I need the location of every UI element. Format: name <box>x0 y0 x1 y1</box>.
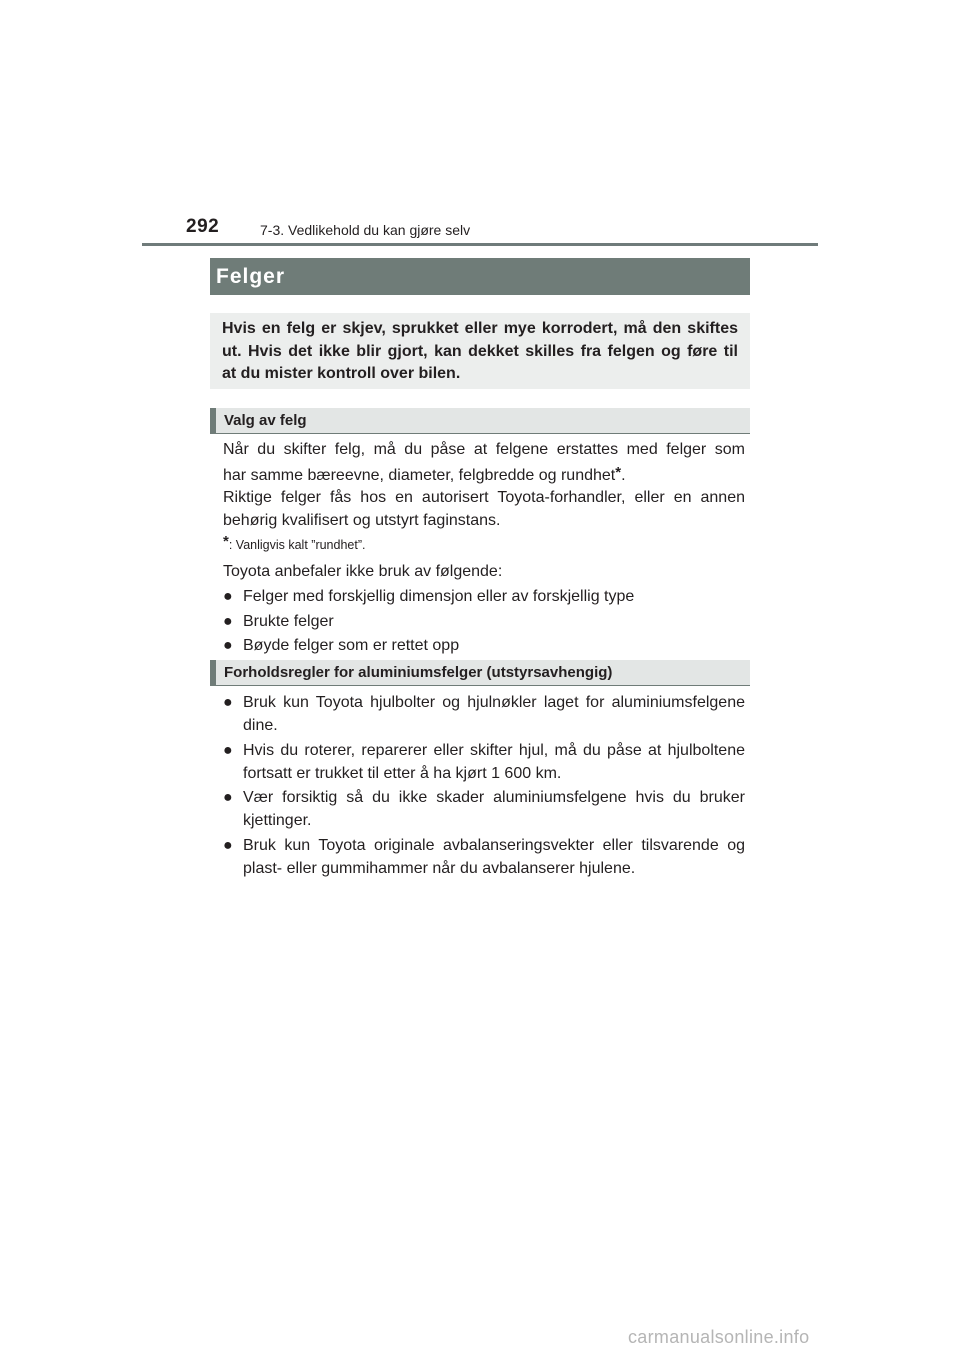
page-title: Felger <box>216 264 286 288</box>
section-label: 7-3. Vedlikehold du kan gjøre selv <box>260 222 471 238</box>
paragraph-text: har samme bæreevne, diameter, felgbredde og rundhet <box>223 466 616 484</box>
list-item <box>223 786 745 832</box>
bullet-icon: ● <box>223 612 233 630</box>
bullet-icon: ● <box>223 836 233 854</box>
list-item <box>223 739 745 785</box>
bullet-list-aluminiumsfelger <box>223 691 745 881</box>
section-valg-av-felg <box>223 439 745 657</box>
title-bar <box>210 258 750 295</box>
list-item-text: Bøyde felger som er rettet opp <box>243 637 460 654</box>
bullet-icon: ● <box>223 637 233 654</box>
paragraph: Riktige felger fås hos en autorisert Toyota-forhandler, eller en annen behørig kvalifisert og utstyrt faginstans. <box>223 489 745 529</box>
list-item-text: Felger med forskjellig dimensjon eller av forskjellig type <box>243 588 635 605</box>
header-rule <box>142 243 818 246</box>
footnote <box>223 533 745 554</box>
subheading-text: Forholdsregler for aluminiumsfelger (utstyrsavhengig) <box>224 664 613 681</box>
list-item <box>223 585 745 608</box>
bullet-icon: ● <box>223 789 233 806</box>
list-item <box>223 634 745 657</box>
list-item <box>223 691 745 737</box>
footnote-marker: * <box>615 463 622 481</box>
warning-line: Hvis en felg er skjev, sprukket eller mye korrodert, må den skiftes <box>222 320 738 337</box>
subheading-valg-av-felg <box>210 408 750 434</box>
warning-line: ut. Hvis det ikke blir gjort, kan dekket skilles fra felgen og føre til <box>222 342 738 360</box>
bullet-icon: ● <box>223 588 233 605</box>
list-item-text: Vær forsiktig så du ikke skader aluminiumsfelgene hvis du bruker kjettinger. <box>243 789 745 829</box>
warning-box <box>210 313 750 389</box>
list-item-text: Hvis du roterer, reparerer eller skifter hjul, må du påse at hjulboltene fortsatt er trukket til etter å ha kjørt 1 600 km. <box>243 741 745 782</box>
paragraph-line: Når du skifter felg, må du påse at felgene erstattes med felger som <box>223 441 745 458</box>
paragraph-end: . <box>621 466 626 484</box>
list-item-text: Bruk kun Toyota hjulbolter og hjulnøkler laget for aluminiumsfelgene dine. <box>243 694 745 734</box>
subheading-text: Valg av felg <box>224 412 307 429</box>
page-header <box>0 0 960 250</box>
list-item-text: Bruk kun Toyota originale avbalanseringsvekter eller tilsvarende og plast- eller gummihammer når du avbalanserer hjulene. <box>243 836 745 877</box>
footnote-text: : Vanligvis kalt ”rundhet”. <box>228 538 366 552</box>
bullet-icon: ● <box>223 741 233 759</box>
bullet-list <box>223 585 745 657</box>
bullet-icon: ● <box>223 694 233 711</box>
list-item-text: Brukte felger <box>243 612 334 630</box>
footnote-marker: * <box>223 533 229 550</box>
list-item <box>223 834 745 880</box>
paragraph-line <box>223 462 745 488</box>
list-item <box>223 610 745 633</box>
page-number: 292 <box>186 216 220 237</box>
list-intro: Toyota anbefaler ikke bruk av følgende: <box>223 563 503 580</box>
watermark: carmanualsonline.info <box>628 1327 810 1347</box>
subheading-aluminiumsfelger <box>210 660 750 686</box>
warning-line: at du mister kontroll over bilen. <box>222 365 461 382</box>
